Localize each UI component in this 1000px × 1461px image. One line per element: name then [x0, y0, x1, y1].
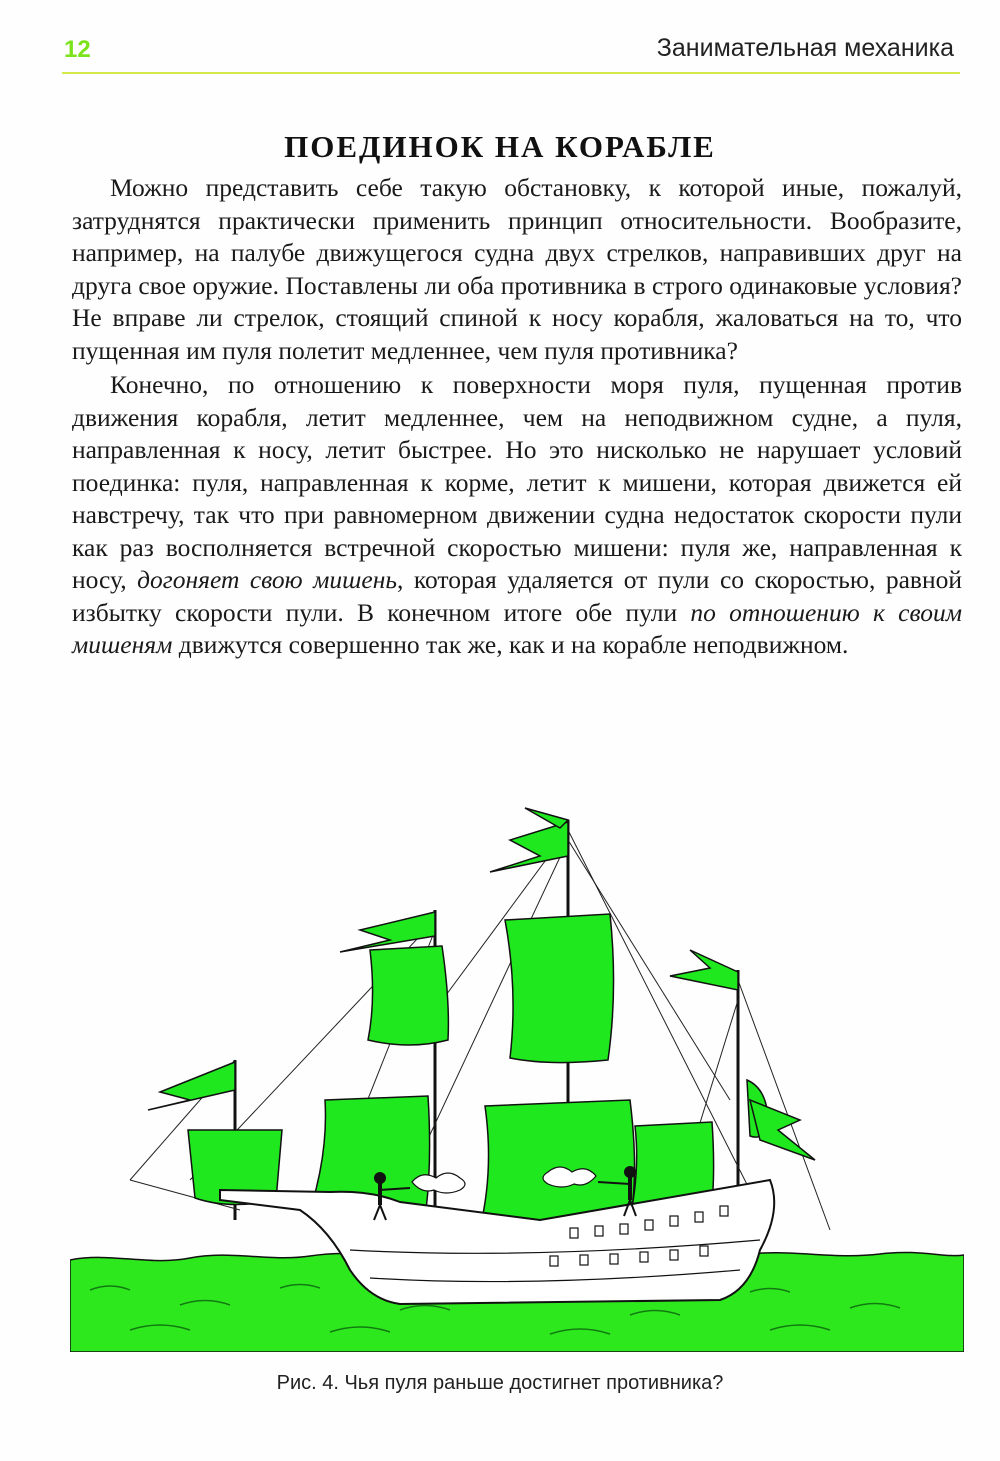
article-body: [72, 172, 962, 662]
paragraph-1: Можно представить себе такую обстановку, к которой иные, пожалуй, затруднятся практически применить принцип относительности. Вообразите, например, на палубе движущегося судна двух стрелков, направивших друг на друга свое оружие. Поставлены ли оба противника в строго одинаковые условия? Не вправе ли стрелок, стоящий спиной к носу корабля, жаловаться на то, что пущенная им пуля полетит медленнее, чем пуля противника?: [72, 173, 962, 365]
ship-drawing: [70, 800, 964, 1352]
paragraph-2-text-a: Конечно, по отношению к поверхности моря пуля, пущенная против движения корабля, летит медленнее, чем на неподвижном судне, а пуля, направленная к носу, летит быстрее. Но это нисколько не нарушает условий поединка: пуля, направленная к корме, летит к мишени, которая движется ей навстречу, так что при равномерном движении судна недостаток скорости пули как раз восполняется встречной скоростью мишени: пуля же, направленная к носу,: [72, 370, 962, 594]
ship-illustration: [70, 800, 964, 1352]
page-number: 12: [64, 36, 91, 63]
article-title: ПОЕДИНОК НА КОРАБЛЕ: [284, 128, 716, 164]
sails: [188, 914, 768, 1235]
page-header: [62, 30, 960, 74]
figure-caption: Рис. 4. Чья пуля раньше достигнет противника?: [276, 1372, 724, 1394]
running-title: Занимательная механика: [656, 34, 954, 62]
paragraph-2: [72, 369, 962, 662]
pennants: [148, 808, 815, 1160]
header-rule: [62, 72, 960, 74]
paragraph-2-text-c: движутся совершенно так же, как и на корабле неподвижном.: [172, 630, 849, 659]
paragraph-2-emphasis-1: догоняет свою мишень: [137, 565, 398, 594]
paragraph-2-text-b: , которая удаляется от пули со скоростью, равной избытку скорости пули. В конечном итоге обе пули: [72, 565, 962, 627]
paragraph-2-emphasis-2: по отношению к своим мишеням: [72, 597, 962, 659]
